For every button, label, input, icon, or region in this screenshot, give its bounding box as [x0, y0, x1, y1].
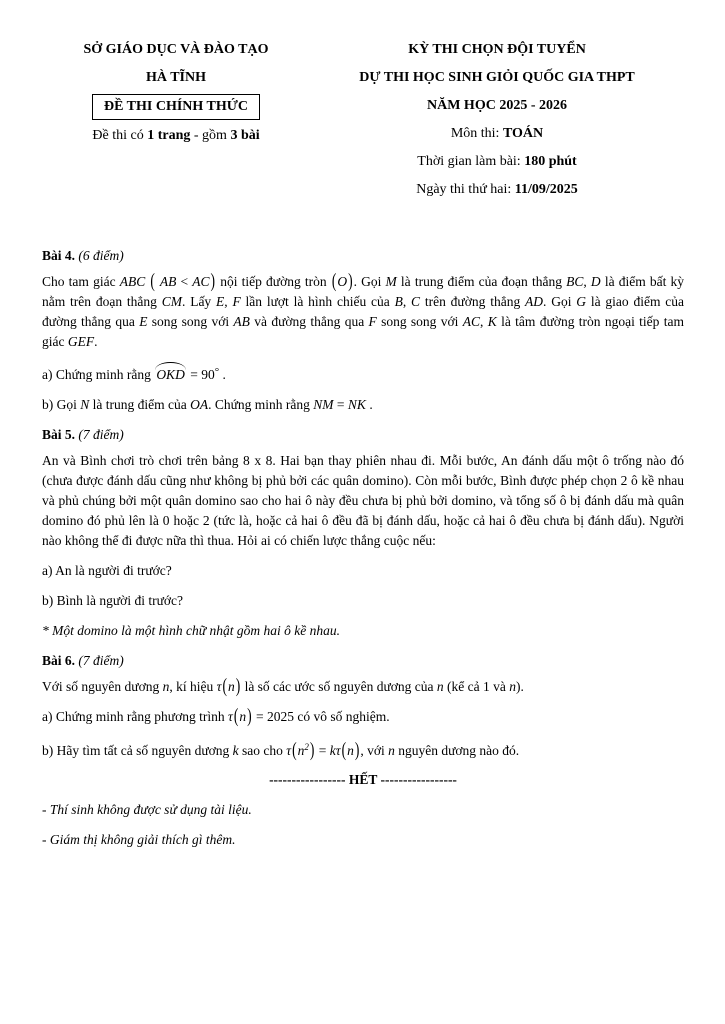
text-segment: D	[590, 274, 601, 289]
text-segment: TOÁN	[502, 126, 544, 141]
subject-line	[310, 120, 684, 148]
text-segment: K	[487, 314, 497, 329]
text-segment: ,	[480, 314, 488, 329]
text-segment: b) Hãy tìm tất cả số nguyên dương	[42, 743, 233, 758]
text-segment: (kể cả 1 và	[443, 679, 510, 694]
text-segment: (	[222, 674, 227, 697]
problem-5-heading	[42, 425, 684, 445]
document-header	[42, 36, 684, 204]
text-segment: AB	[155, 274, 177, 289]
text-segment: An và Bình chơi trò chơi trên bảng 8 x 8. Hai bạn thay phiên nhau đi. Mỗi bước, An đánh dấu một ô trống nào đó (chưa được đánh dấu cũng như không bị phủ bởi các quân domino). Còn mỗi bước, Bình được phép chọn 2 ô kề nhau và phủ chúng bởi một quân domino sao cho hai ô này đều chưa bị phủ bởi domino, và tổng số ô bị đánh dấu mà quân domino đó phủ lên là 0 hoặc 2 (tức là, hoặc cả hai ô đều đã bị đánh dấu, hoặc cả hai ô đều chưa bị đánh dấu). Người nào không thể đi được nữa thì thua. Hỏi ai có chiến lược thắng cuộc nếu:	[42, 453, 684, 548]
text-segment: (	[341, 738, 347, 761]
text-segment: (	[331, 269, 337, 292]
text-segment: b) Gọi	[42, 397, 81, 412]
text-segment: BC	[566, 274, 584, 289]
text-segment: °	[214, 366, 220, 378]
text-segment: F	[232, 294, 241, 309]
problem-6-part-b	[42, 737, 684, 761]
text-segment: M	[385, 274, 397, 289]
text-segment: E	[139, 314, 148, 329]
text-segment: 11/09/2025	[514, 182, 578, 197]
province-name: HÀ TĨNH	[145, 70, 207, 85]
text-segment: sao cho	[238, 743, 287, 758]
text-segment: là giao điểm của đường thẳng qua	[42, 294, 685, 329]
text-segment: F	[368, 314, 377, 329]
text-segment: ,	[224, 294, 233, 309]
text-segment: n	[227, 679, 235, 694]
text-segment: B	[394, 294, 403, 309]
text-segment: - gồm	[190, 128, 231, 143]
footer-note-proctor	[42, 830, 684, 850]
problem-6-part-a	[42, 704, 684, 727]
text-segment: G	[576, 294, 587, 309]
problem-4-statement	[42, 269, 685, 352]
text-segment: n	[388, 743, 395, 758]
text-segment: n	[436, 679, 444, 694]
text-segment: lần lượt là hình chiếu của	[240, 294, 395, 309]
text-segment: (	[292, 738, 297, 761]
text-segment: O	[337, 274, 348, 289]
problem-5-part-b	[42, 591, 684, 611]
text-segment: Ngày thi thứ hai:	[416, 182, 515, 197]
problem-5-footnote	[42, 621, 684, 641]
text-segment: n	[509, 679, 517, 694]
text-segment: . Chứng minh rằng	[208, 397, 314, 412]
text-segment: kτ	[329, 743, 341, 758]
text-segment: OKD	[154, 365, 187, 385]
text-segment: τ	[216, 679, 222, 694]
end-of-exam-line	[42, 770, 684, 790]
text-segment: - Thí sinh không được sử dụng tài liệu.	[42, 802, 252, 817]
text-segment: (	[233, 704, 239, 727]
text-segment: (7 điểm)	[75, 653, 124, 668]
exam-name-line1: KỲ THI CHỌN ĐỘI TUYỂN	[408, 42, 586, 57]
header-left-column	[42, 36, 310, 204]
text-segment: AC	[192, 274, 210, 289]
text-segment: n	[162, 679, 170, 694]
text-segment: . Gọi	[543, 294, 577, 309]
text-segment: * Một domino là một hình chữ nhật gồm hai ô kề nhau.	[42, 623, 340, 638]
text-segment: , kí hiệu	[169, 679, 217, 694]
text-segment: Bài 5.	[42, 427, 76, 442]
text-segment: ----------------- HẾT -----------------	[269, 772, 457, 787]
problem-5-part-a	[42, 561, 684, 581]
header-right-column	[310, 36, 684, 204]
text-segment: τ	[286, 743, 292, 758]
text-segment: AC	[462, 314, 481, 329]
text-segment: a) Chứng minh rằng	[42, 367, 155, 382]
text-segment: là trung điểm của đoạn thẳng	[396, 274, 567, 289]
text-segment: NK	[347, 397, 366, 412]
text-segment: Môn thi:	[450, 126, 503, 141]
problem-4-part-a	[42, 362, 684, 385]
text-segment: a) An là người đi trước?	[42, 563, 172, 578]
text-segment: nội tiếp đường tròn	[216, 274, 331, 289]
text-segment: GEF	[67, 334, 95, 349]
text-segment: NM	[313, 397, 334, 412]
text-segment: là số các ước số nguyên dương của	[241, 679, 437, 694]
text-segment: AB	[233, 314, 250, 329]
text-segment: Bài 4.	[42, 248, 76, 263]
text-segment: (	[150, 269, 155, 292]
text-segment: N	[80, 397, 90, 412]
text-segment: C	[411, 294, 421, 309]
text-segment: CM	[161, 294, 182, 309]
text-segment: 3 bài	[230, 128, 260, 143]
text-segment: )	[354, 738, 360, 761]
text-segment: là trung điểm của	[89, 397, 191, 412]
text-segment: là tâm đường tròn ngoại tiếp tam giác	[42, 314, 684, 349]
problem-6-heading	[42, 651, 684, 671]
text-segment: a) Chứng minh rằng phương trình	[42, 709, 229, 724]
text-segment: (6 điểm)	[75, 248, 124, 263]
text-segment: Cho tam giác	[42, 274, 120, 289]
text-segment: nguyên dương nào đó.	[394, 743, 520, 758]
text-segment: - Giám thị không giải thích gì thêm.	[42, 832, 236, 847]
duration-line	[310, 148, 684, 176]
official-exam-box-row	[42, 92, 310, 122]
text-segment: )	[247, 704, 252, 727]
text-segment: b) Bình là người đi trước?	[42, 593, 184, 608]
text-segment: )	[348, 269, 353, 292]
text-segment: trên đường thẳng	[420, 294, 526, 309]
text-segment: song song với	[376, 314, 463, 329]
text-segment: OA	[190, 397, 209, 412]
text-segment: , với	[360, 743, 389, 758]
exam-name-line2: DỰ THI HỌC SINH GIỎI QUỐC GIA THPT	[359, 70, 635, 85]
text-segment: . Gọi	[353, 274, 386, 289]
text-segment: .	[365, 397, 373, 412]
text-segment: 1 trang	[147, 128, 191, 143]
text-segment: . Lấy	[182, 294, 216, 309]
text-segment: ABC	[119, 274, 146, 289]
page-count-note	[42, 122, 310, 150]
text-segment: )	[309, 738, 315, 761]
text-segment: )	[210, 269, 216, 292]
department-name: SỞ GIÁO DỤC VÀ ĐÀO TẠO	[83, 42, 269, 57]
text-segment: .	[219, 367, 226, 382]
text-segment: Đề thi có	[92, 128, 148, 143]
text-segment: )	[235, 674, 241, 697]
text-segment: k	[232, 743, 239, 758]
official-exam-badge: ĐỀ THI CHÍNH THỨC	[92, 94, 260, 120]
text-segment: ).	[516, 679, 524, 694]
exam-date-line	[310, 176, 684, 204]
text-segment: n	[297, 743, 305, 758]
text-segment: Thời gian làm bài:	[417, 154, 525, 169]
text-segment: n	[239, 709, 247, 724]
school-year: NĂM HỌC 2025 - 2026	[427, 98, 567, 113]
text-segment: Với số nguyên dương	[42, 679, 163, 694]
text-segment: Bài 6.	[42, 653, 76, 668]
text-segment: = 90	[186, 367, 215, 382]
text-segment: .	[94, 334, 98, 349]
text-segment: E	[216, 294, 225, 309]
text-segment: ,	[583, 274, 591, 289]
problem-4-part-b	[42, 395, 684, 415]
text-segment: n	[347, 743, 354, 758]
footer-note-materials	[42, 800, 684, 820]
text-segment: ,	[402, 294, 412, 309]
text-segment: AD	[525, 294, 544, 309]
text-segment: <	[176, 274, 193, 289]
text-segment: 2	[304, 742, 309, 752]
text-segment: (7 điểm)	[75, 427, 124, 442]
text-segment: =	[333, 397, 348, 412]
document-body	[42, 246, 684, 850]
text-segment: τ	[228, 709, 233, 724]
text-segment: là điểm bất kỳ nằm trên đoạn thẳng	[42, 274, 685, 309]
text-segment: và đường thẳng qua	[249, 314, 369, 329]
text-segment: =	[315, 743, 330, 758]
problem-5-statement	[42, 451, 684, 551]
problem-6-statement	[42, 674, 684, 697]
text-segment: 180 phút	[524, 154, 577, 169]
text-segment: song song với	[147, 314, 234, 329]
text-segment: = 2025 có vô số nghiệm.	[252, 709, 390, 724]
problem-4-heading	[42, 246, 684, 266]
